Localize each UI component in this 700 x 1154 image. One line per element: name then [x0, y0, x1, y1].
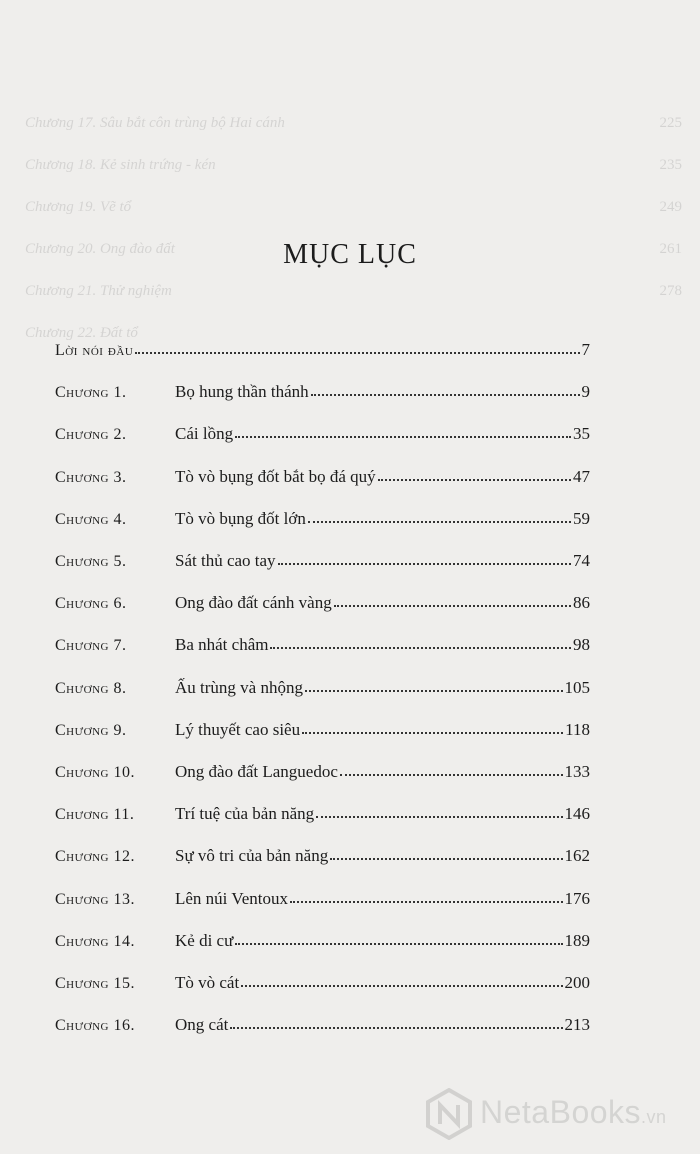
- toc-page-number: 146: [564, 804, 590, 824]
- bleed-through-line: [25, 157, 682, 174]
- chapter-label: Chương 15.: [55, 975, 135, 992]
- toc-page-number: 47: [573, 466, 590, 486]
- toc-entry-chapter[interactable]: [55, 551, 590, 575]
- bleed-through-line-page: 225: [659, 115, 682, 131]
- bleed-through-line-page: 235: [659, 157, 682, 173]
- dot-leader: [270, 643, 571, 649]
- toc-page-number: 162: [564, 846, 590, 866]
- toc-entry-chapter[interactable]: [55, 973, 590, 997]
- chapter-label: Chương 7.: [55, 637, 127, 655]
- toc-entry-chapter[interactable]: [55, 424, 590, 448]
- toc-entry-chapter[interactable]: [55, 382, 590, 406]
- toc-entry-chapter[interactable]: [55, 889, 590, 913]
- dot-leader: [302, 728, 563, 734]
- toc-label: Lời nói đầu: [55, 342, 134, 359]
- toc-entry-chapter[interactable]: [55, 1015, 590, 1039]
- dot-leader: [230, 1023, 562, 1029]
- toc-entry-preface[interactable]: [55, 340, 590, 364]
- dot-leader: [378, 475, 571, 481]
- dot-leader: [305, 686, 563, 692]
- bleed-through-line-text: Chương 19. Vẽ tổ: [25, 199, 132, 215]
- dot-leader: [334, 601, 571, 607]
- toc-page-number: 176: [564, 888, 590, 908]
- chapter-label: Chương 6.: [55, 595, 127, 613]
- netabooks-watermark: [425, 1088, 690, 1140]
- dot-leader: [330, 854, 562, 860]
- watermark-suffix: .vn: [641, 1107, 667, 1127]
- toc-page-number: 35: [573, 424, 590, 444]
- chapter-label: Chương 8.: [55, 679, 127, 697]
- toc-entry-chapter[interactable]: [55, 635, 590, 659]
- chapter-title: Tò vò bụng đốt lớn: [175, 508, 306, 528]
- chapter-label: Chương 9.: [55, 721, 127, 739]
- toc-page-number: 74: [573, 551, 590, 570]
- bleed-through-line-text: Chương 18. Kẻ sinh trứng - kén: [25, 157, 216, 173]
- dot-leader: [316, 812, 562, 818]
- bleed-through-line-text: Chương 17. Sâu bắt côn trùng bộ Hai cánh: [25, 115, 285, 131]
- toc-entry-chapter[interactable]: [55, 467, 590, 491]
- chapter-title: Ong cát: [175, 1015, 229, 1035]
- dot-leader: [135, 348, 579, 354]
- chapter-label: Chương 11.: [55, 806, 135, 824]
- chapter-label: Chương 5.: [55, 553, 127, 570]
- toc-page-number: 189: [564, 930, 590, 950]
- toc-entry-chapter[interactable]: [55, 804, 590, 828]
- chapter-label: Chương 12.: [55, 848, 135, 866]
- chapter-title: Ong đào đất cánh vàng: [175, 593, 332, 613]
- bleed-through-line-text: Chương 22. Đất tổ: [25, 325, 138, 341]
- bleed-through-line-text: Chương 20. Ong đào đất: [25, 241, 175, 257]
- dot-leader: [278, 559, 571, 565]
- chapter-title: Tò vò cát: [175, 973, 240, 992]
- chapter-title: Sát thủ cao tay: [175, 551, 276, 570]
- chapter-title: Ba nhát châm: [175, 635, 269, 655]
- toc-page-number: 105: [564, 677, 590, 697]
- chapter-title: Lên núi Ventoux: [175, 888, 289, 908]
- dot-leader: [290, 897, 562, 903]
- toc-entry-chapter[interactable]: [55, 846, 590, 870]
- toc-page-number: 133: [564, 762, 590, 781]
- chapter-label: Chương 3.: [55, 468, 127, 486]
- bleed-through-line-page: 249: [659, 199, 682, 215]
- chapter-title: Ấu trùng và nhộng: [175, 677, 303, 697]
- chapter-label: Chương 16.: [55, 1017, 135, 1035]
- bleed-through-line-text: Chương 21. Thử nghiệm: [25, 283, 172, 299]
- chapter-title: Sự vô tri của bản năng: [175, 846, 329, 866]
- toc-page-number: 59: [573, 508, 590, 528]
- toc-entry-chapter[interactable]: [55, 593, 590, 617]
- chapter-title: Tò vò bụng đốt bắt bọ đá quý: [175, 466, 376, 486]
- dot-leader: [235, 432, 571, 438]
- toc-page-number: 7: [581, 340, 590, 359]
- toc-page-number: 200: [564, 973, 590, 992]
- chapter-label: Chương 4.: [55, 510, 127, 528]
- toc-page-number: 9: [581, 382, 590, 402]
- bleed-through-line-page: 278: [659, 283, 682, 299]
- dot-leader: [241, 981, 562, 987]
- chapter-title: Trí tuệ của bản năng: [175, 804, 315, 824]
- page-title: MỤC LỤC: [283, 238, 417, 270]
- chapter-label: Chương 13.: [55, 890, 135, 908]
- toc-entry-chapter[interactable]: [55, 931, 590, 955]
- chapter-title: Ong đào đất Languedoc: [175, 762, 338, 781]
- toc-entry-chapter[interactable]: [55, 678, 590, 702]
- bleed-through-line: [25, 199, 682, 216]
- bleed-through-line: [25, 283, 682, 300]
- bleed-through-line: [25, 115, 682, 132]
- toc-entry-chapter[interactable]: [55, 509, 590, 533]
- chapter-title: Cái lồng: [175, 424, 234, 444]
- chapter-label: Chương 14.: [55, 932, 135, 950]
- chapter-title: Lý thuyết cao siêu: [175, 719, 301, 739]
- dot-leader: [308, 517, 571, 523]
- toc-entry-chapter[interactable]: [55, 762, 590, 786]
- chapter-label: Chương 1.: [55, 384, 127, 402]
- chapter-label: Chương 2.: [55, 426, 127, 444]
- chapter-title: Bọ hung thần thánh: [175, 382, 309, 402]
- dot-leader: [311, 390, 580, 396]
- chapter-title: Kẻ di cư: [175, 930, 234, 950]
- toc-entry-chapter[interactable]: [55, 720, 590, 744]
- netabooks-logo-icon: [425, 1088, 473, 1140]
- dot-leader: [340, 770, 563, 776]
- toc-page-number: 118: [565, 719, 590, 739]
- chapter-label: Chương 10.: [55, 764, 135, 781]
- toc-page-number: 86: [573, 593, 590, 613]
- dot-leader: [235, 939, 562, 945]
- toc-page-number: 213: [564, 1015, 590, 1035]
- bleed-through-line-page: 261: [659, 241, 682, 257]
- watermark-text: [480, 1094, 667, 1131]
- watermark-brand: NetaBooks: [480, 1094, 642, 1130]
- toc-page-number: 98: [573, 635, 590, 655]
